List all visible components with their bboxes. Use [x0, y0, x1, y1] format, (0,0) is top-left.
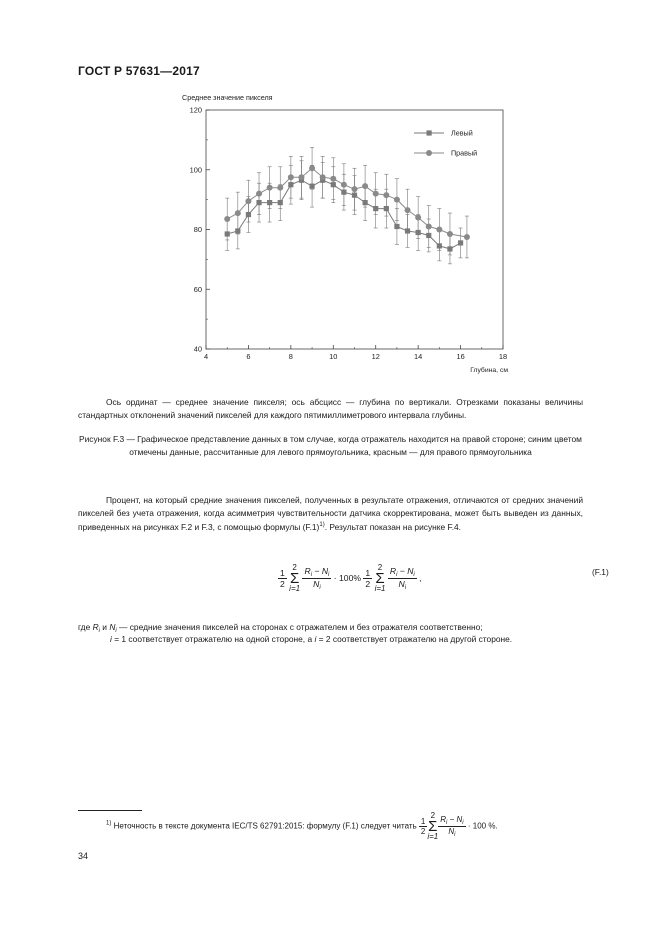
data-point-circle — [373, 191, 379, 197]
formula-number: (F.1) — [592, 567, 609, 577]
legend-label: Правый — [451, 148, 478, 158]
y-axis-label: Среднее значение пикселя — [182, 93, 273, 102]
x-tick-label: 4 — [203, 352, 209, 361]
x-axis-label: Глубина, см — [470, 367, 508, 374]
document-header: ГОСТ Р 57631—2017 — [78, 64, 200, 78]
data-point-circle — [256, 191, 262, 197]
x-tick-label: 16 — [456, 352, 465, 361]
footnote-half: $\frac{1}{2}$ — [420, 817, 426, 836]
x-tick-label: 6 — [246, 352, 251, 361]
footnote-text: Неточность в тексте документа IEC/TS 62791:2015: формулу (F.1) следует читать — [113, 821, 417, 831]
where-line: где $R_i$ и $N_i$ — средние значения пикселей на сторонах с отражателем и без отражателя соответственно; — [78, 622, 483, 634]
axes-note: Ось ординат — среднее значение пикселя; ось абсцисс — глубина по вертикали. Отрезками показаны величины стандартных отклонений значений пикселей для каждого пятимиллиметрового интервала глубины. — [78, 397, 583, 420]
plot-frame — [206, 110, 503, 349]
main-paragraph-tail: . Результат показан на рисунке F.4. — [324, 522, 462, 532]
main-paragraph — [78, 494, 583, 534]
data-point-circle — [362, 183, 368, 189]
data-point-circle — [288, 174, 294, 180]
data-point-circle — [277, 185, 283, 191]
footnote-ratio: $\frac{R_i - N_i}{N_i}$ — [440, 815, 464, 838]
formula-half-2: $\frac{1}{2}$ — [365, 568, 371, 589]
data-point-circle — [383, 192, 389, 198]
y-tick-label: 60 — [193, 284, 202, 294]
data-point-circle — [330, 176, 336, 182]
y-tick-label: 100 — [189, 165, 202, 175]
data-point-circle — [341, 182, 347, 188]
data-point-circle — [352, 186, 358, 192]
data-point-square — [394, 224, 399, 229]
formula-comma: , — [419, 572, 422, 583]
footnote-sum-symbol: 2 Σ i=1 — [427, 811, 439, 841]
x-tick-label: 8 — [288, 352, 293, 361]
main-paragraph-text: Процент, на который средние значения пикселей, полученных в результате отражения, отличаются от средних значений пикселей без учета отражения, когда асимметрия чувствительности датчика скорректирована, может быть выведен из данных, приведенных на рисунках F.2 и F.3, с помощью формулы (F.1) — [78, 495, 583, 532]
data-point-circle — [415, 215, 421, 221]
x-tick-label: 14 — [414, 352, 423, 361]
data-point-circle — [464, 234, 470, 240]
formula-ratio-2: $\frac{R_i - N_i}{N_i}$ — [389, 566, 415, 591]
chart — [0, 0, 661, 400]
figure-caption: Рисунок F.3 — Графическое представление данных в том случае, когда отражатель находится на правой стороне; синим цветом отмечены данные, рассчитанные для левого прямоугольника, красным — для правого прямоугольника — [79, 434, 582, 457]
x-tick-label: 10 — [329, 352, 338, 361]
data-point-circle — [267, 185, 273, 191]
legend-label: Левый — [451, 128, 473, 138]
y-tick-label: 40 — [193, 344, 202, 354]
formula-half: $\frac{1}{2}$ — [280, 568, 285, 589]
legend-marker-square — [427, 130, 432, 135]
index-line: i = 1 соответствует отражателю на одной стороне, а i = 2 соответствует отражателю на другой стороне. — [110, 634, 513, 644]
data-point-circle — [426, 224, 432, 230]
footnote-reference: 1) — [319, 522, 325, 528]
data-point-circle — [320, 174, 326, 180]
y-tick-label: 80 — [193, 225, 202, 234]
footnote-tail: · 100 %. — [467, 821, 498, 831]
x-tick-label: 18 — [498, 352, 508, 361]
formula-ratio: $\frac{R_i - N_i}{N_i}$ — [304, 566, 330, 591]
sum-symbol-2: 2 Σ i=1 — [374, 563, 386, 593]
data-point-circle — [436, 227, 442, 233]
x-tick-label: 12 — [371, 352, 380, 361]
page-number: 34 — [78, 851, 89, 861]
formula-percent: · 100% — [333, 572, 364, 583]
data-point-circle — [245, 198, 251, 204]
formula-f1 — [278, 564, 422, 593]
data-point-circle — [235, 210, 241, 216]
footnote-marker: 1) — [106, 820, 112, 827]
data-point-circle — [447, 231, 453, 237]
legend-marker-circle — [426, 150, 432, 156]
data-point-square — [458, 240, 463, 245]
footnote — [106, 812, 498, 841]
y-tick-label: 120 — [189, 105, 202, 115]
sum-symbol: 2 Σ i=1 — [289, 563, 301, 593]
footnote-rule — [78, 810, 142, 811]
data-point-circle — [309, 165, 315, 171]
data-point-circle — [405, 207, 411, 213]
data-point-circle — [394, 197, 400, 203]
data-point-circle — [224, 216, 230, 222]
data-point-circle — [298, 174, 304, 180]
